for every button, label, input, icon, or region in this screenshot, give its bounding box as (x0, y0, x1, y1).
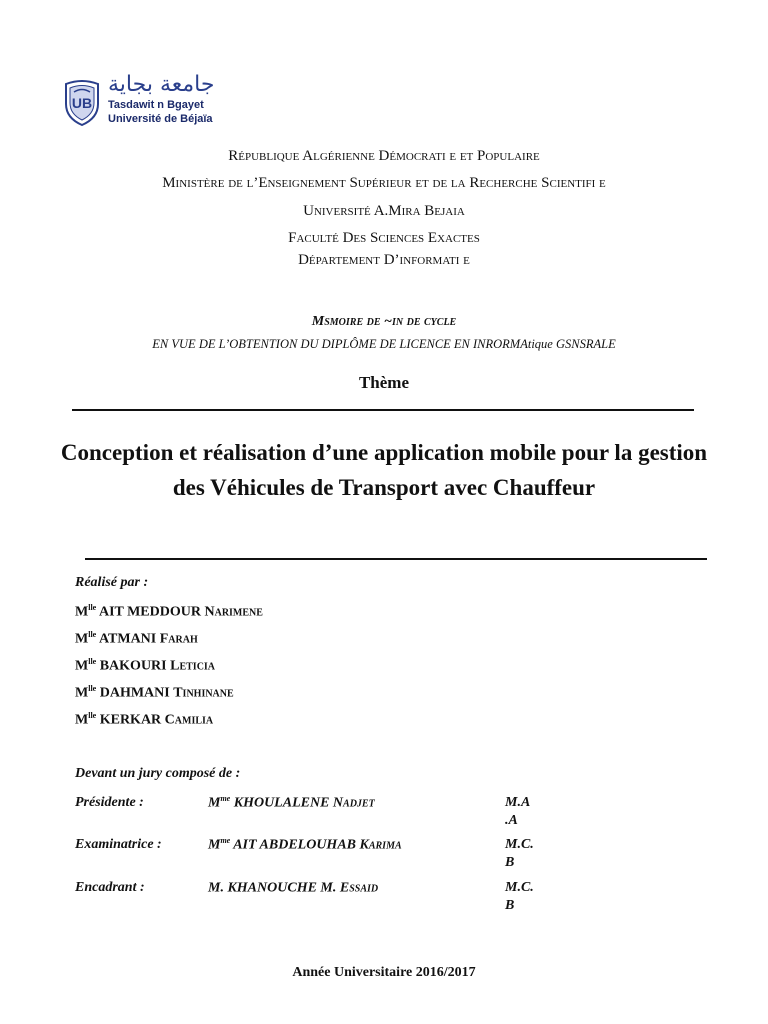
theme-label: Thème (358, 373, 410, 392)
memoire-title: Msmoire de ~in de cycle (311, 314, 457, 329)
author-item: $M^{lle}$ DAHMANI Tinhinane (75, 684, 234, 701)
jury-grade: M.C. B (505, 880, 534, 913)
jury-role: Présidente : (75, 795, 144, 810)
jury-label: Devant un jury composé de : (75, 766, 241, 781)
jury-grade: M.A .A (505, 795, 530, 828)
author-item: $M^{lle}$ ATMANI Farah (75, 630, 198, 647)
memoire-subtitle: EN VUE DE L’OBTENTION DU DIPLÔME DE LICENCE EN INRORMAtique GSNSRALE (152, 337, 616, 351)
author-item: $M^{lle}$ KERKAR Camilia (75, 711, 214, 728)
author-item: $M^{lle}$ BAKOURI Leticia (75, 657, 216, 674)
university-emblem-icon (62, 78, 102, 126)
jury-name: $M^{me}$ KHOULALENE Nadjet (208, 794, 375, 811)
jury-name: M. KHANOUCHE M. Essaid (208, 880, 379, 896)
bottom-divider (85, 558, 707, 560)
theme-title: Conception et réalisation d’une application mobile pour la gestion des Véhicules de Transport avec Chauffeur (60, 440, 708, 500)
header-republic: République Algérienne Démocrati e et Populaire (228, 148, 540, 164)
realise-label: Réalisé par : (75, 575, 149, 590)
logo-arabic-text: جامعة بجاية (108, 72, 215, 97)
header-faculty: Faculté Des Sciences Exactes (288, 230, 480, 246)
academic-year: Année Universitaire 2016/2017 (292, 965, 476, 980)
jury-grade: M.C. B (505, 837, 534, 870)
header-ministry: Ministère de l’Enseignement Supérieur et de la Recherche Scientifi e (162, 175, 606, 191)
logo-line1: Tasdawit n Bgayet (108, 99, 204, 111)
header-university: Université A.Mira Bejaia (303, 203, 465, 219)
jury-name: $M^{me}$ AIT ABDELOUHAB Karima (208, 836, 402, 853)
top-divider (72, 409, 694, 411)
jury-role: Examinatrice : (75, 837, 162, 852)
university-logo (62, 72, 262, 128)
author-item: $M^{lle}$ AIT MEDDOUR Narimene (75, 603, 263, 620)
header-department: Département D’informati e (298, 252, 470, 268)
jury-role: Encadrant : (75, 880, 145, 895)
svg-text:UB: UB (71, 95, 93, 111)
logo-line2: Université de Béjaïa (108, 113, 213, 125)
